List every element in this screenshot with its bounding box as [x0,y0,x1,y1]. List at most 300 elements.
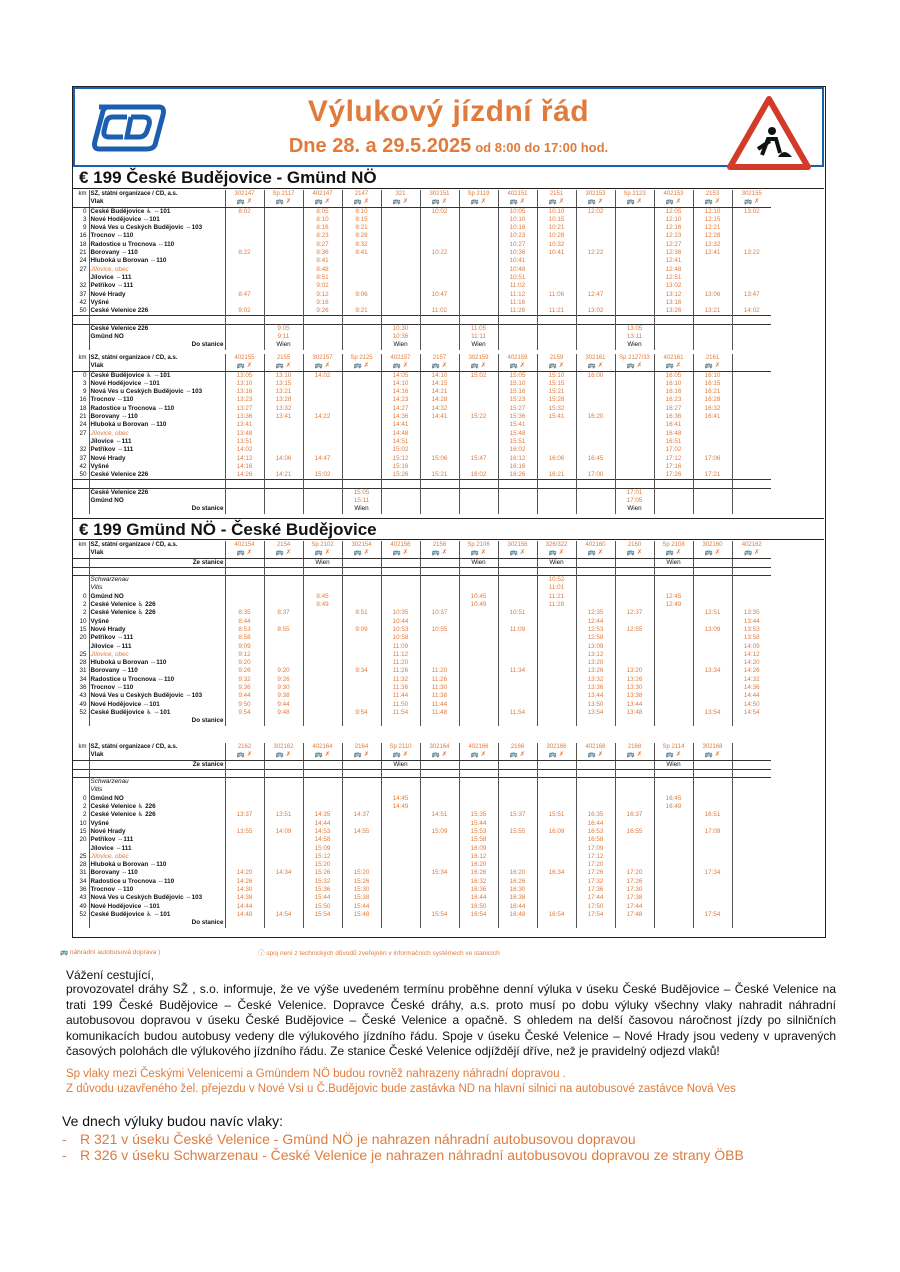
time-cell: 10:41 [537,249,576,257]
station-name: České Velenice ♿ 226 [89,601,225,609]
time-cell [537,717,576,725]
time-cell [537,701,576,709]
time-cell: 13:15 [264,380,303,388]
station-name: Hluboká u Borovan ⇔110 [89,421,225,429]
train-number: 302168 [693,743,732,751]
time-cell: 8:51 [342,609,381,617]
time-cell [576,299,615,307]
time-cell [498,692,537,700]
km-cell [73,584,89,592]
time-cell: 12:41 [693,249,732,257]
time-cell [537,618,576,626]
time-cell [732,241,771,249]
legend-info: ⓘ spoj není z technických důvodů zveřejněn v informačních systémech ve stanicích [258,950,500,957]
bus-replacement-icon: 🚌 ✗ [537,751,576,760]
time-cell: 17:26 [615,878,654,886]
time-cell [303,701,342,709]
time-cell [420,316,459,324]
km-cell: 34 [79,877,87,885]
time-cell: 8:47 [225,291,264,299]
km-cell [73,333,89,341]
km-cell: 28 [79,659,87,667]
time-cell: 12:47 [576,291,615,299]
time-cell [615,446,654,454]
time-cell [342,795,381,803]
train-number: 402147 [303,190,342,198]
time-cell [264,894,303,902]
station-name: Jílovice ⇔111 [89,274,225,282]
time-cell [615,584,654,592]
time-cell [342,274,381,282]
station-name: České Velenice 226 [89,488,225,497]
time-cell [537,421,576,429]
time-cell [615,593,654,601]
time-cell [459,266,498,274]
time-cell [693,769,732,777]
time-cell [459,760,498,769]
time-cell [459,651,498,659]
time-cell [576,241,615,249]
time-cell: Wien [381,760,420,769]
time-cell [303,421,342,429]
time-cell [732,576,771,585]
km-cell [73,643,89,651]
time-cell: 14:54 [264,911,303,919]
time-cell: 8:15 [342,216,381,224]
table-row [73,558,771,567]
time-cell [303,324,342,333]
time-cell [420,886,459,894]
km-cell: 25 [79,650,87,658]
km-header: km [78,542,87,548]
time-cell [693,618,732,626]
time-cell [654,717,693,725]
time-cell [420,488,459,497]
time-cell [264,282,303,290]
time-cell: 16:32 [693,405,732,413]
timetable-inbound-2 [73,743,771,928]
time-cell: 14:26 [225,471,264,480]
bus-replacement-icon: 🚌 ✗ [498,549,537,558]
table-row [73,717,771,725]
time-cell [264,601,303,609]
time-cell [225,717,264,725]
station-name: Jílovice, obec [89,266,225,274]
time-cell: 9:21 [342,307,381,316]
table-row [73,257,771,265]
time-cell [303,634,342,642]
time-cell [264,618,303,626]
bus-replacement-icon: 🚌 ✗ [303,362,342,371]
train-number: 2156 [420,541,459,549]
train-number: 302162 [264,743,303,751]
time-cell [459,919,498,927]
time-cell: 10:32 [537,241,576,249]
time-cell: 14:09 [732,643,771,651]
time-cell: 16:45 [654,795,693,803]
time-cell [732,480,771,488]
time-cell [576,274,615,282]
time-cell [537,894,576,902]
time-cell: 8:27 [303,241,342,249]
time-cell [459,567,498,575]
time-cell [225,584,264,592]
bus-replacement-icon: 🚌 ✗ [381,549,420,558]
time-cell [732,324,771,333]
time-cell [498,836,537,844]
time-cell: 15:27 [498,405,537,413]
station-name: Schwarzenau [89,778,225,787]
subtitle-date: Dne 28. a 29.5.2025 [288,135,472,157]
time-cell: 8:21 [342,224,381,232]
time-cell [420,618,459,626]
time-cell [225,488,264,497]
time-cell [615,274,654,282]
time-cell [459,421,498,429]
time-cell [459,274,498,282]
time-cell [693,274,732,282]
time-cell [654,869,693,877]
time-cell [459,684,498,692]
time-cell: 11:02 [420,307,459,316]
train-number: 2155 [264,354,303,362]
time-cell: 13:47 [732,291,771,299]
time-cell [498,593,537,601]
time-cell [342,676,381,684]
km-header: km [78,355,87,361]
time-cell [732,845,771,853]
time-cell: 14:48 [225,911,264,919]
time-cell: 8:16 [303,224,342,232]
time-cell: 16:02 [498,446,537,454]
time-cell [381,894,420,902]
time-cell: 14:58 [303,836,342,844]
time-cell [381,224,420,232]
time-cell [381,601,420,609]
time-cell: 11:38 [420,692,459,700]
time-cell [537,634,576,642]
time-cell: 8:32 [342,241,381,249]
km-cell: 15 [79,625,87,633]
table-row [73,430,771,438]
time-cell [264,769,303,777]
table-row [73,760,771,769]
table-row [73,488,771,497]
time-cell [381,316,420,324]
time-cell [732,282,771,290]
timetable-outbound-1 [73,190,771,350]
time-cell [732,274,771,282]
time-cell [576,717,615,725]
time-cell [693,676,732,684]
train-number: 402155 [225,354,264,362]
time-cell [459,388,498,396]
km-cell: 42 [79,298,87,306]
time-cell [303,778,342,787]
time-cell: 17:38 [615,894,654,902]
time-cell: 13:35 [732,609,771,617]
time-cell [303,497,342,505]
km-cell: 34 [79,675,87,683]
time-cell [381,241,420,249]
time-cell [732,446,771,454]
time-cell [537,667,576,675]
time-cell [615,601,654,609]
time-cell [303,692,342,700]
time-cell: 9:30 [264,684,303,692]
extra-trains-title: Ve dnech výluky budou navíc vlaky: [62,1113,284,1129]
station-name: Do stanice [89,919,225,927]
time-cell [303,760,342,769]
time-cell: 9:12 [225,651,264,659]
time-cell: 12:10 [693,207,732,216]
time-cell: Wien [615,341,654,349]
time-cell [693,634,732,642]
time-cell [264,257,303,265]
station-name: Nová Ves u Českých Budějovic ⇔103 [89,224,225,232]
vlak-label: Vlak [89,751,225,760]
time-cell: Wien [537,558,576,567]
extra-train-item: - R 321 v úseku České Velenice - Gmünd NÖ je nahrazen náhradní autobusovou dopravou [62,1131,744,1147]
km-cell: 28 [79,861,87,869]
time-cell: 14:36 [732,684,771,692]
time-cell [537,626,576,634]
bus-replacement-icon: 🚌 ✗ [732,198,771,207]
time-cell [732,438,771,446]
bus-replacement-icon: 🚌 ✗ [498,751,537,760]
time-cell [615,299,654,307]
time-cell [459,795,498,803]
time-cell [537,836,576,844]
time-cell: 14:53 [303,828,342,836]
time-cell: 14:16 [381,388,420,396]
time-cell [654,845,693,853]
time-cell: 8:23 [303,232,342,240]
time-cell [615,216,654,224]
time-cell [303,341,342,349]
table-row [73,820,771,828]
train-number-row [73,354,771,362]
time-cell: 14:54 [732,709,771,717]
km-cell: 3 [82,215,87,223]
page-title: Výlukový jízdní řád [307,95,590,128]
train-number: 402151 [498,190,537,198]
time-cell [264,593,303,601]
time-cell [732,380,771,388]
km-cell: 24 [79,257,87,265]
km-cell: 42 [79,462,87,470]
train-number: 302160 [693,541,732,549]
time-cell [264,216,303,224]
time-cell: 12:48 [654,266,693,274]
table-row [73,282,771,290]
time-cell [615,820,654,828]
time-cell: 15:54 [420,911,459,919]
time-cell: 16:37 [615,811,654,819]
operator-label: SŽ, státní organizace / ČD, a.s. [89,541,225,549]
time-cell [381,307,420,316]
station-name: České Velenice ♿ 226 [89,811,225,819]
bus-replacement-icon: 🚌 ✗ [225,751,264,760]
time-cell: 17:48 [615,911,654,919]
time-cell [420,576,459,585]
station-name: Vyšné [89,618,225,626]
time-cell: 14:37 [342,811,381,819]
time-cell [381,488,420,497]
time-cell: 11:34 [498,667,537,675]
service-icon-row [73,751,771,760]
station-name: České Velenice 226 [89,324,225,333]
time-cell [420,634,459,642]
time-cell [459,717,498,725]
time-cell [342,853,381,861]
bus-replacement-icon: 🚌 ✗ [654,198,693,207]
table-row [73,676,771,684]
time-cell: 14:16 [225,463,264,471]
time-cell: 13:58 [732,634,771,642]
time-cell [498,618,537,626]
table-row [73,446,771,454]
time-cell: 16:27 [654,405,693,413]
time-cell: 8:35 [225,609,264,617]
time-cell [732,878,771,886]
time-cell: 16:34 [537,869,576,877]
time-cell [420,861,459,869]
station-name: Jílovice, obec [89,430,225,438]
time-cell: 11:44 [381,692,420,700]
train-number: 302155 [732,190,771,198]
time-cell [498,861,537,869]
time-cell [654,676,693,684]
time-cell [654,861,693,869]
bus-replacement-icon: 🚌 ✗ [264,549,303,558]
station-name: Petříkov ⇔111 [89,282,225,290]
time-cell: 16:10 [693,371,732,380]
time-cell [693,701,732,709]
time-cell [615,316,654,324]
time-cell: 8:22 [225,249,264,257]
time-cell [342,446,381,454]
train-number: 302147 [225,190,264,198]
time-cell [732,584,771,592]
time-cell [381,869,420,877]
time-cell [693,438,732,446]
table-row [73,869,771,877]
time-cell [576,216,615,224]
time-cell [615,634,654,642]
time-cell [654,886,693,894]
time-cell [732,760,771,769]
train-number-row [73,743,771,751]
km-cell [73,488,89,497]
time-cell: 8:44 [225,618,264,626]
time-cell [420,241,459,249]
train-number: Sp 2119 [459,190,498,198]
time-cell [693,324,732,333]
time-cell [264,207,303,216]
time-cell: 12:15 [693,216,732,224]
km-cell [73,558,89,567]
time-cell [459,626,498,634]
table-row [73,413,771,421]
time-cell [420,795,459,803]
time-cell [264,299,303,307]
time-cell: 9:16 [303,299,342,307]
station-name: Nová Ves u Českých Budějovic ⇔103 [89,388,225,396]
time-cell: 12:22 [576,249,615,257]
time-cell [576,282,615,290]
time-cell [498,676,537,684]
time-cell [342,567,381,575]
station-name: Vitis [89,786,225,794]
time-cell: 15:44 [303,894,342,902]
bus-replacement-icon: 🚌 ✗ [537,549,576,558]
time-cell [342,692,381,700]
time-cell [654,333,693,341]
bus-replacement-icon: 🚌 ✗ [420,362,459,371]
train-number: 2164 [342,743,381,751]
km-cell: 16 [79,396,87,404]
time-cell: 10:21 [537,224,576,232]
train-number: 2147 [342,190,381,198]
table-row [73,584,771,592]
time-cell [615,795,654,803]
time-cell: 16:54 [459,911,498,919]
time-cell: 13:55 [225,828,264,836]
time-cell: 15:30 [342,886,381,894]
time-cell [498,505,537,513]
time-cell: 10:58 [381,634,420,642]
time-cell: 16:30 [498,886,537,894]
time-cell: 10:51 [498,609,537,617]
time-cell [459,803,498,811]
time-cell [342,684,381,692]
time-cell: 14:51 [420,811,459,819]
time-cell [654,786,693,794]
time-cell [537,497,576,505]
time-cell: 15:54 [303,911,342,919]
time-cell [381,845,420,853]
time-cell [498,659,537,667]
time-cell: 16:20 [459,861,498,869]
time-cell: Wien [342,505,381,513]
time-cell: 16:10 [654,380,693,388]
time-cell [420,894,459,902]
time-cell: 15:22 [459,413,498,421]
time-cell: 16:36 [459,886,498,894]
time-cell: 15:05 [342,488,381,497]
table-row [73,299,771,307]
time-cell: 17:12 [576,853,615,861]
time-cell [420,760,459,769]
time-cell: 14:23 [381,396,420,404]
time-cell [693,684,732,692]
km-cell [73,919,89,927]
time-cell [303,576,342,585]
time-cell [381,558,420,567]
time-cell: 11:11 [459,333,498,341]
time-cell [381,232,420,240]
time-cell [342,769,381,777]
table-row [73,845,771,853]
table-row [73,701,771,709]
time-cell [537,567,576,575]
time-cell [420,567,459,575]
train-number: Sp 2108 [654,541,693,549]
train-number: 2166 [498,743,537,751]
time-cell [459,701,498,709]
time-cell: 15:41 [498,421,537,429]
